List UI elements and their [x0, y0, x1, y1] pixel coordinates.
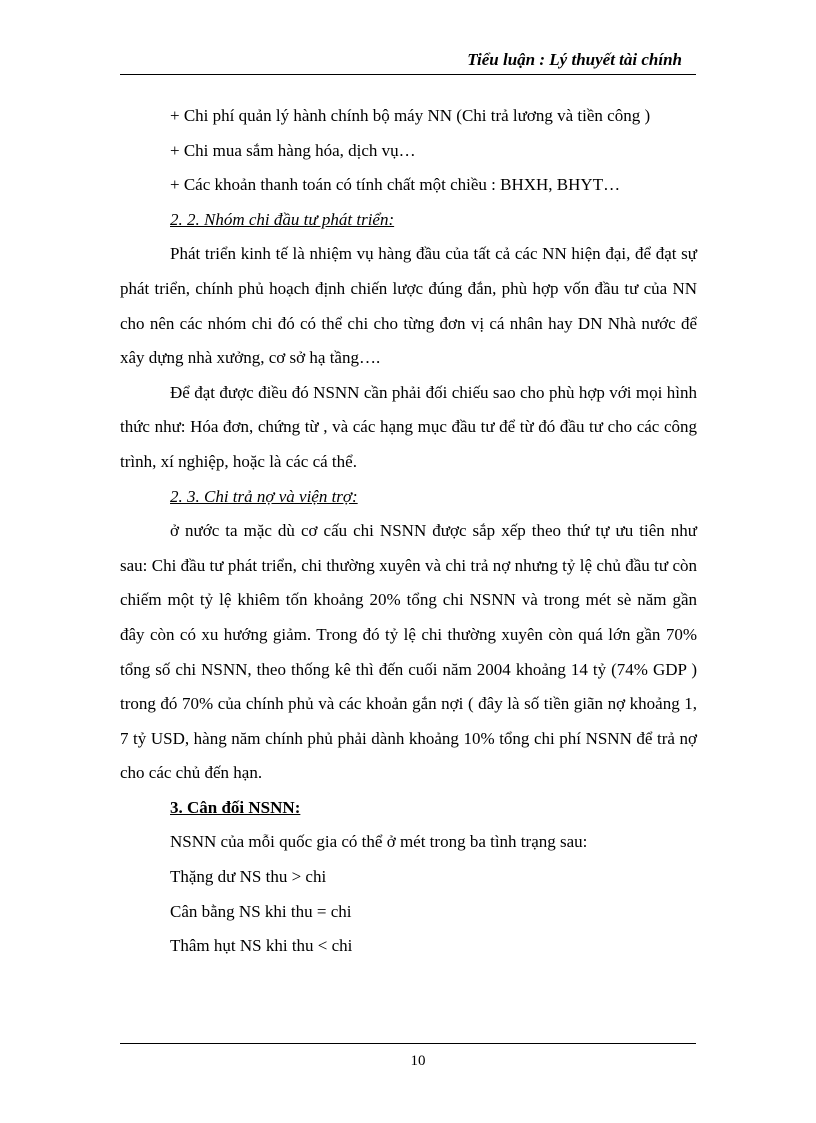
page-number: 10: [410, 1053, 426, 1069]
budget-surplus-line: Thặng dư NS thu > chi: [170, 867, 327, 887]
bullet-procurement: + Chi mua sắm hàng hóa, dịch vụ…: [170, 140, 416, 160]
paragraph-3-intro: NSNN của mỗi quốc gia có thể ở mét trong ba tình trạng sau:: [170, 832, 588, 852]
header-divider: [120, 74, 696, 75]
budget-balance-line: Cân bằng NS khi thu = chi: [170, 901, 352, 921]
header-title: Tiểu luận : Lý thuyết tài chính: [467, 50, 682, 69]
section-heading-3: 3. Cân đối NSNN:: [170, 797, 301, 817]
footer-divider: [120, 1043, 696, 1044]
document-body: [120, 99, 697, 964]
budget-deficit-line: Thâm hụt NS khi thu < chi: [170, 936, 353, 956]
section-heading-2-2: 2. 2. Nhóm chi đầu tư phát triển:: [170, 209, 395, 229]
bullet-transfer-payments: + Các khoản thanh toán có tính chất một chiều : BHXH, BHYT…: [170, 175, 621, 195]
paragraph-2-2-b: Để đạt được điều đó NSNN cần phải đối chiếu sao cho phù hợp với mọi hình thức như: Hóa đơn, chứng từ , và các hạng mục đầu tư để từ đó đầu tư cho các công trình, xí nghiệp, hoặc là các cá thể.: [120, 382, 697, 471]
paragraph-2-3: ở nước ta mặc dù cơ cấu chi NSNN được sắp xếp theo thứ tự ưu tiên như sau: Chi đầu tư phát triển, chi thường xuyên và chi trả nợ nhưng tỷ lệ chủ đầu tư còn chiếm một tỷ lệ khiêm tốn khoảng 20% tổng chi NSNN và trong mét sè năm gần đây còn có xu hướng giảm. Trong đó tỷ lệ chi thường xuyên còn quá lớn gần 70% tổng số chi NSNN, theo thống kê thì đến cuối năm 2004 khoảng 14 tỷ (74% GDP ) trong đó 70% của chính phủ và các khoản gắn nợi ( đây là số tiền giãn nợ khoảng 1, 7 tỷ USD, hàng năm chính phủ phải dành khoảng 10% tổng chi phí NSNN để trả nợ cho các chủ đến hạn.: [120, 521, 697, 783]
section-heading-2-3: 2. 3. Chi trả nợ và viện trợ:: [170, 486, 358, 506]
paragraph-2-2-a: Phát triển kinh tế là nhiệm vụ hàng đầu của tất cả các NN hiện đại, để đạt sự phát triển, chính phủ hoạch định chiến lược đúng đắn, phù hợp vốn đầu tư của NN cho nên các nhóm chi đó có thể chi cho từng đơn vị cá nhân hay DN Nhà nước để xây dựng nhà xưởng, cơ sở hạ tầng….: [120, 244, 697, 368]
bullet-admin-costs: + Chi phí quản lý hành chính bộ máy NN (Chi trả lương và tiền công ): [170, 106, 651, 125]
